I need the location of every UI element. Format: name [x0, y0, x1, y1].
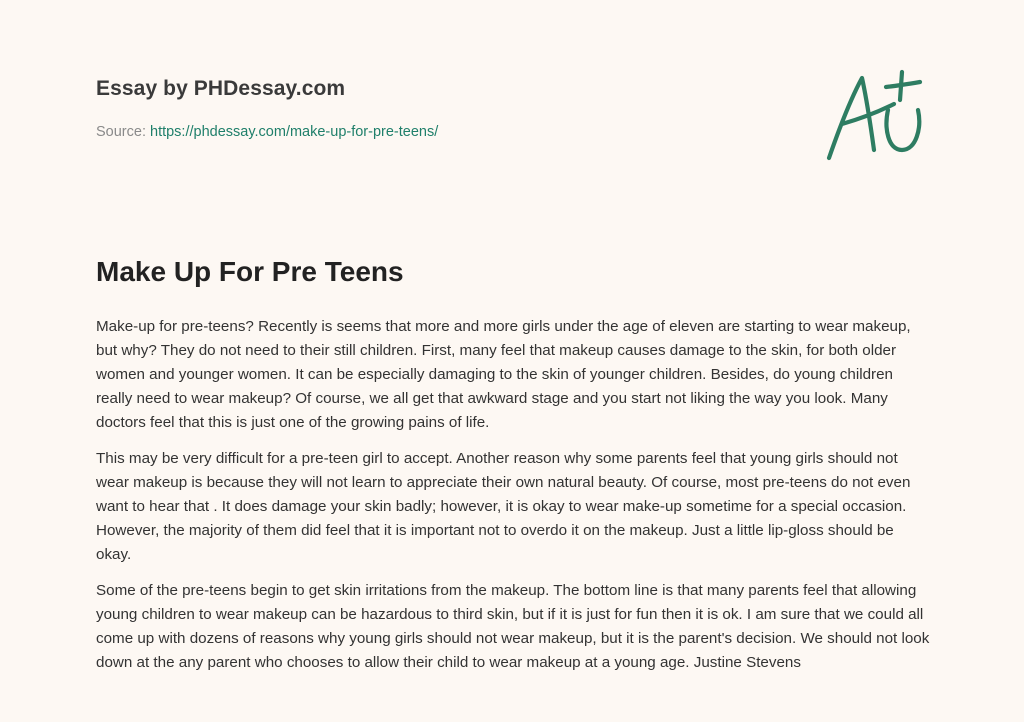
- essay-paragraph: This may be very difficult for a pre-teen girl to accept. Another reason why some parents feel that young girls should not wear makeup is because they will not learn to appreciate their own natural beauty. Of course, most pre-teens do not even want to hear that . It does damage your skin badly; however, it is okay to wear make-up sometime for a special occasion. However, the majority of them did feel that it is important not to overdo it on the makeup. Just a little lip-gloss should be okay.: [96, 450, 911, 563]
- essay-paragraph: Some of the pre-teens begin to get skin irritations from the makeup. The bottom line is that many parents feel that allowing young children to wear makeup can be hazardous to third skin, but if it is just for fun then it is ok. I am sure that we could all come up with dozens of reasons why young girls should not wear makeup, but it is the parent's decision. We should not look down at the any parent who chooses to allow their child to wear makeup at a young age. Justine Stevens: [96, 582, 930, 671]
- essay-title: Make Up For Pre Teens: [96, 256, 404, 287]
- a-plus-grade-icon: [822, 66, 932, 166]
- source-label: Source:: [96, 124, 150, 140]
- source-link[interactable]: https://phdessay.com/make-up-for-pre-teens/: [150, 124, 439, 140]
- source-line: [96, 124, 438, 140]
- essay-body: [96, 315, 932, 687]
- essay-paragraph: Make-up for pre-teens? Recently is seems that more and more girls under the age of eleven are starting to wear makeup, but why? They do not need to their still children. First, many feel that makeup causes damage to the skin, for both older women and younger women. It can be especially damaging to the skin of younger children. Besides, do young children really need to wear makeup? Of course, we all get that awkward stage and you start not liking the way you look. Many doctors feel that this is just one of the growing pains of life.: [96, 318, 911, 431]
- site-title: Essay by PHDessay.com: [96, 77, 346, 100]
